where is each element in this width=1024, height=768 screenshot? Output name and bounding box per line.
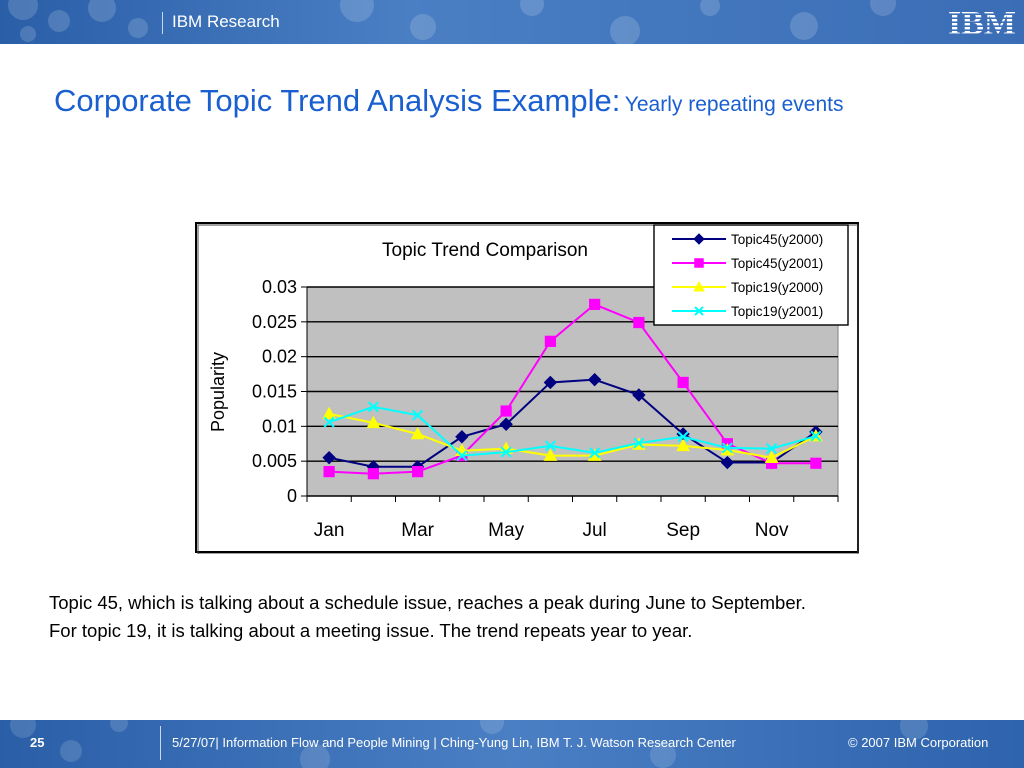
- data-point: [634, 317, 644, 327]
- y-tick-label: 0.005: [251, 451, 297, 472]
- footer-bar: [0, 720, 1024, 768]
- y-tick-label: 0.02: [261, 346, 297, 367]
- x-tick-label: May: [488, 520, 525, 541]
- x-tick-label: Nov: [754, 520, 789, 541]
- description: [49, 589, 1009, 645]
- ibm-logo-text: IBM: [948, 5, 1016, 41]
- ibm-logo: [944, 3, 1020, 41]
- header-separator: [162, 12, 163, 34]
- x-tick-label: Jul: [582, 520, 607, 541]
- description-line-1: Topic 45, which is talking about a schedule issue, reaches a peak during June to September.: [49, 592, 806, 613]
- slide-title: [54, 83, 844, 119]
- description-line-2: For topic 19, it is talking about a meeting issue. The trend repeats year to year.: [49, 620, 693, 641]
- slide-title-sub: Yearly repeating events: [624, 93, 844, 116]
- x-tick-label: Mar: [401, 520, 434, 541]
- y-axis-label: Popularity: [208, 351, 228, 433]
- data-point: [811, 458, 821, 468]
- trend-chart: [195, 222, 860, 554]
- y-tick-label: 0: [286, 486, 297, 506]
- page-number: 25: [30, 735, 45, 750]
- header-title: IBM Research: [172, 12, 280, 31]
- data-point: [590, 299, 600, 309]
- x-tick-label: Jan: [313, 520, 345, 541]
- y-tick-label: 0.025: [251, 311, 297, 332]
- y-tick-label: 0.03: [261, 277, 297, 297]
- footer-info: 5/27/07| Information Flow and People Mining | Ching-Yung Lin, IBM T. J. Watson Research Center: [172, 735, 736, 750]
- y-tick-label: 0.015: [251, 381, 297, 402]
- header-bar: [0, 0, 1024, 44]
- legend-label: Topic45(y2000): [731, 232, 824, 247]
- chart-title: Topic Trend Comparison: [382, 240, 588, 261]
- legend-swatch-marker: [695, 259, 704, 268]
- legend-label: Topic19(y2000): [731, 280, 824, 295]
- data-point: [324, 467, 334, 477]
- data-point: [368, 469, 378, 479]
- data-point: [413, 467, 423, 477]
- data-point: [501, 406, 511, 416]
- data-point: [678, 377, 688, 387]
- slide-title-main: Corporate Topic Trend Analysis Example:: [54, 83, 621, 118]
- y-tick-label: 0.01: [261, 416, 297, 437]
- footer-copyright: © 2007 IBM Corporation: [848, 735, 989, 750]
- data-point: [545, 336, 555, 346]
- legend-label: Topic19(y2001): [731, 304, 824, 319]
- legend-label: Topic45(y2001): [731, 256, 824, 271]
- footer-separator: [160, 726, 161, 760]
- x-tick-label: Sep: [666, 520, 701, 541]
- legend: [654, 225, 848, 325]
